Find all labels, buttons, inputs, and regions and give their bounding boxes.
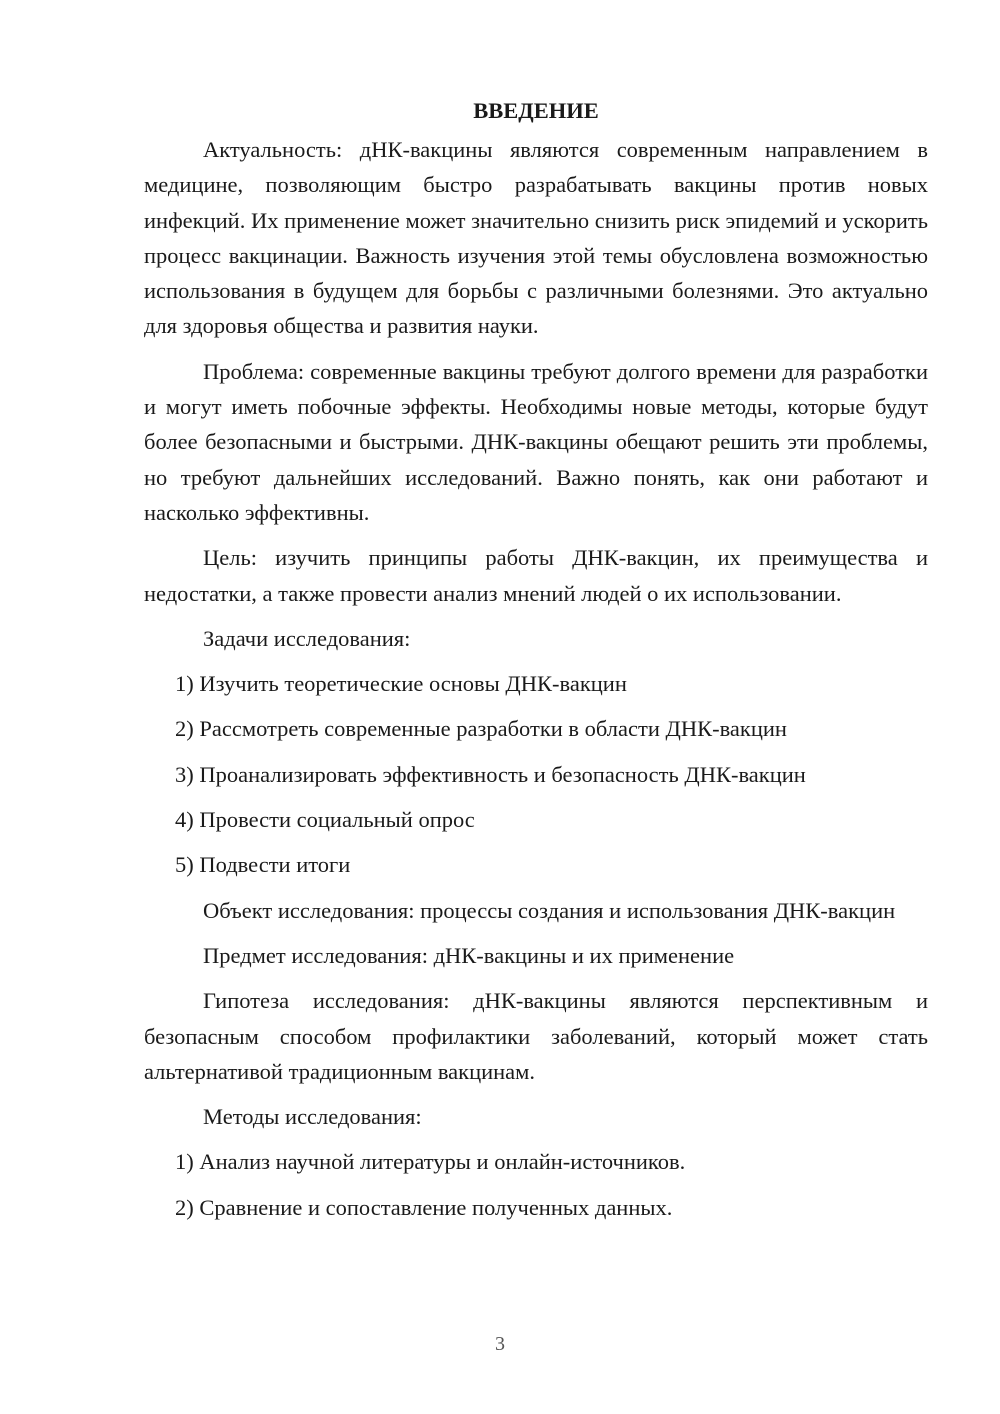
- list-item: 4) Провести социальный опрос: [175, 807, 475, 833]
- subject-paragraph: Предмет исследования: дНК-вакцины и их применение: [203, 942, 735, 968]
- list-item: 1) Анализ научной литературы и онлайн-источников.: [175, 1149, 686, 1175]
- relevance-paragraph: Актуальность: дНК-вакцины являются современным направлением в медицине, позволяющим быстро разрабатывать вакцины против новых инфекций. Их применение может значительно снизить риск эпидемий и ускорить процесс вакцинации. Важность изучения этой темы обусловлена возможностью использования в будущем для борьбы с различными болезнями. Это актуально для здоровья общества и развития науки.: [144, 137, 928, 339]
- methods-heading: Методы исследования:: [203, 1104, 422, 1130]
- section-title: ВВЕДЕНИЕ: [473, 98, 599, 123]
- problem-paragraph: Проблема: современные вакцины требуют долгого времени для разработки и могут иметь побочные эффекты. Необходимы новые методы, которые будут более безопасными и быстрыми. ДНК-вакцины обещают решить эти проблемы, но требуют дальнейших исследований. Важно понять, как они работают и насколько эффективны.: [144, 358, 928, 525]
- list-item: 2) Сравнение и сопоставление полученных данных.: [175, 1194, 673, 1220]
- object-paragraph: Объект исследования: процессы создания и использования ДНК-вакцин: [203, 897, 896, 923]
- list-item: 2) Рассмотреть современные разработки в области ДНК-вакцин: [175, 716, 787, 742]
- tasks-heading: Задачи исследования:: [203, 625, 411, 651]
- list-item: 1) Изучить теоретические основы ДНК-вакцин: [175, 671, 627, 697]
- goal-paragraph: Цель: изучить принципы работы ДНК-вакцин, их преимущества и недостатки, а также провести анализ мнений людей о их использовании.: [144, 545, 928, 606]
- list-item: 5) Подвести итоги: [175, 852, 351, 878]
- tasks-list: [144, 666, 928, 882]
- hypothesis-paragraph: Гипотеза исследования: дНК-вакцины являются перспективным и безопасным способом профилактики заболеваний, который может стать альтернативой традиционным вакцинам.: [144, 988, 928, 1084]
- page-number: 3: [495, 1333, 505, 1355]
- document-body: [144, 92, 928, 1235]
- list-item: 3) Проанализировать эффективность и безопасность ДНК-вакцин: [175, 761, 806, 787]
- methods-list: [144, 1144, 928, 1225]
